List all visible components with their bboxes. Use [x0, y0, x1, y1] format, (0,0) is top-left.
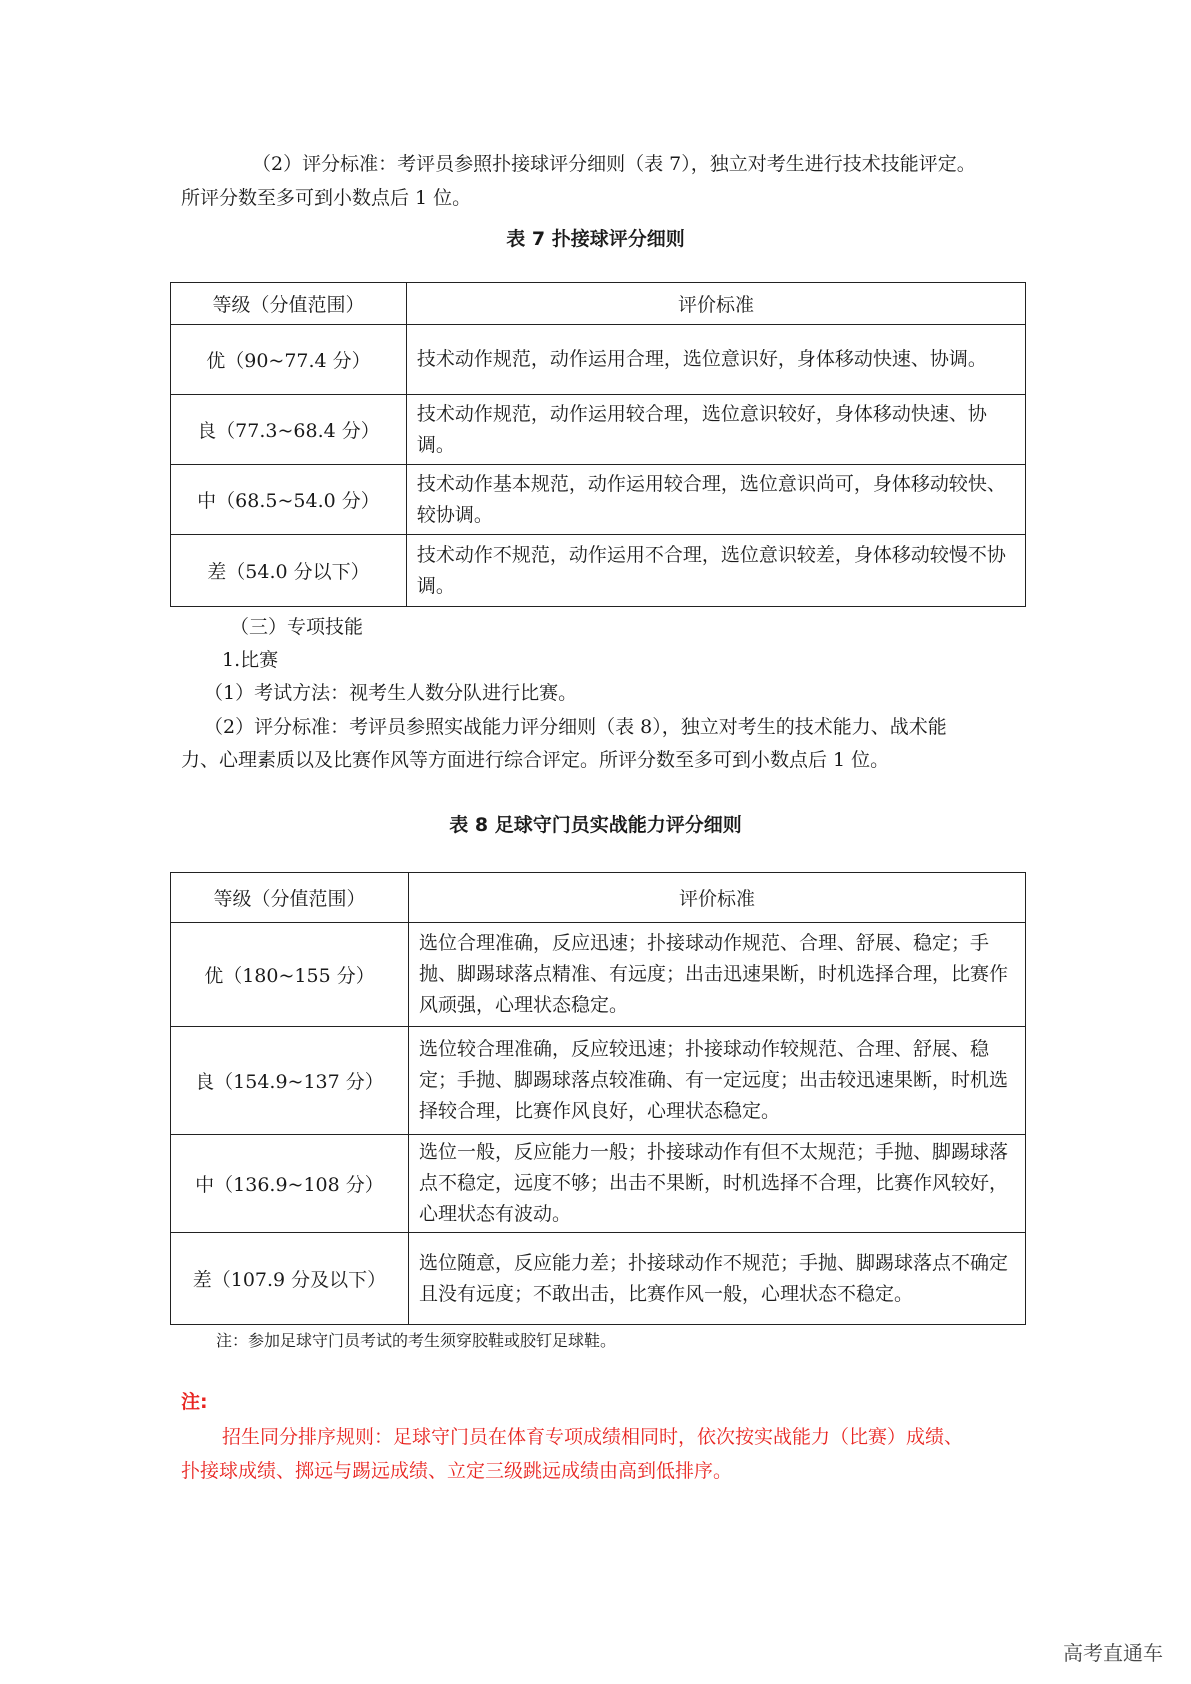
table-row	[171, 395, 1026, 465]
grade-level: 差（54.0 分以下）	[171, 535, 407, 607]
scoring-standard-line-1: （2）评分标准：考评员参照实战能力评分细则（表 8），独立对考生的技术能力、战术能	[204, 716, 947, 738]
table-row	[171, 1233, 1026, 1325]
grade-criteria: 技术动作规范，动作运用合理，选位意识好，身体移动快速、协调。	[406, 325, 1025, 395]
scoring-standard-line-2: 力、心理素质以及比赛作风等方面进行综合评定。所评分数至多可到小数点后 1 位。	[181, 749, 890, 771]
grade-criteria: 技术动作基本规范，动作运用较合理，选位意识尚可，身体移动较快、较协调。	[406, 465, 1025, 535]
red-note-label: 注:	[181, 1391, 208, 1413]
table-row	[171, 465, 1026, 535]
table7-caption: 表 7 扑接球评分细则	[506, 228, 685, 250]
red-note-line-2: 扑接球成绩、掷远与踢远成绩、立定三级跳远成绩由高到低排序。	[181, 1460, 733, 1482]
table8-header-row	[171, 873, 1026, 923]
grade-criteria: 技术动作规范，动作运用较合理，选位意识较好，身体移动快速、协调。	[406, 395, 1025, 465]
grade-level: 中（136.9~108 分）	[171, 1135, 409, 1233]
table8-footnote: 注：参加足球守门员考试的考生须穿胶鞋或胶钉足球鞋。	[216, 1331, 617, 1350]
table7	[170, 282, 1026, 607]
grade-level: 差（107.9 分及以下）	[171, 1233, 409, 1325]
exam-method: （1）考试方法：视考生人数分队进行比赛。	[204, 682, 578, 704]
intro-line-2: 所评分数至多可到小数点后 1 位。	[181, 187, 472, 209]
table-row	[171, 325, 1026, 395]
grade-level: 良（77.3~68.4 分）	[171, 395, 407, 465]
grade-criteria: 选位随意，反应能力差；扑接球动作不规范；手抛、脚踢球落点不确定且没有远度；不敢出击，比赛作风一般，心理状态不稳定。	[408, 1233, 1025, 1325]
red-note-line-1: 招生同分排序规则：足球守门员在体育专项成绩相同时，依次按实战能力（比赛）成绩、	[222, 1426, 964, 1448]
table7-header-row	[171, 283, 1026, 325]
grade-level: 优（180~155 分）	[171, 923, 409, 1027]
table8-header-level: 等级（分值范围）	[171, 873, 409, 923]
table-row	[171, 535, 1026, 607]
watermark: 高考直通车	[1063, 1641, 1163, 1665]
section-heading: （三）专项技能	[230, 616, 364, 638]
table7-header-criteria: 评价标准	[406, 283, 1025, 325]
table8-caption: 表 8 足球守门员实战能力评分细则	[449, 814, 742, 836]
grade-criteria: 技术动作不规范，动作运用不合理，选位意识较差，身体移动较慢不协调。	[406, 535, 1025, 607]
table-row	[171, 923, 1026, 1027]
subsection-heading: 1.比赛	[222, 649, 279, 671]
table7-header-level: 等级（分值范围）	[171, 283, 407, 325]
grade-criteria: 选位较合理准确，反应较迅速；扑接球动作较规范、合理、舒展、稳定；手抛、脚踢球落点较准确、有一定远度；出击较迅速果断，时机选择较合理，比赛作风良好，心理状态稳定。	[408, 1027, 1025, 1135]
grade-level: 优（90~77.4 分）	[171, 325, 407, 395]
grade-criteria: 选位一般，反应能力一般；扑接球动作有但不太规范；手抛、脚踢球落点不稳定，远度不够；出击不果断，时机选择不合理，比赛作风较好，心理状态有波动。	[408, 1135, 1025, 1233]
table-row	[171, 1027, 1026, 1135]
table8	[170, 872, 1026, 1325]
table8-header-criteria: 评价标准	[408, 873, 1025, 923]
grade-criteria: 选位合理准确，反应迅速；扑接球动作规范、合理、舒展、稳定；手抛、脚踢球落点精准、有远度；出击迅速果断，时机选择合理，比赛作风顽强，心理状态稳定。	[408, 923, 1025, 1027]
grade-level: 良（154.9~137 分）	[171, 1027, 409, 1135]
grade-level: 中（68.5~54.0 分）	[171, 465, 407, 535]
intro-line-1: （2）评分标准：考评员参照扑接球评分细则（表 7），独立对考生进行技术技能评定。	[252, 153, 976, 175]
table-row	[171, 1135, 1026, 1233]
